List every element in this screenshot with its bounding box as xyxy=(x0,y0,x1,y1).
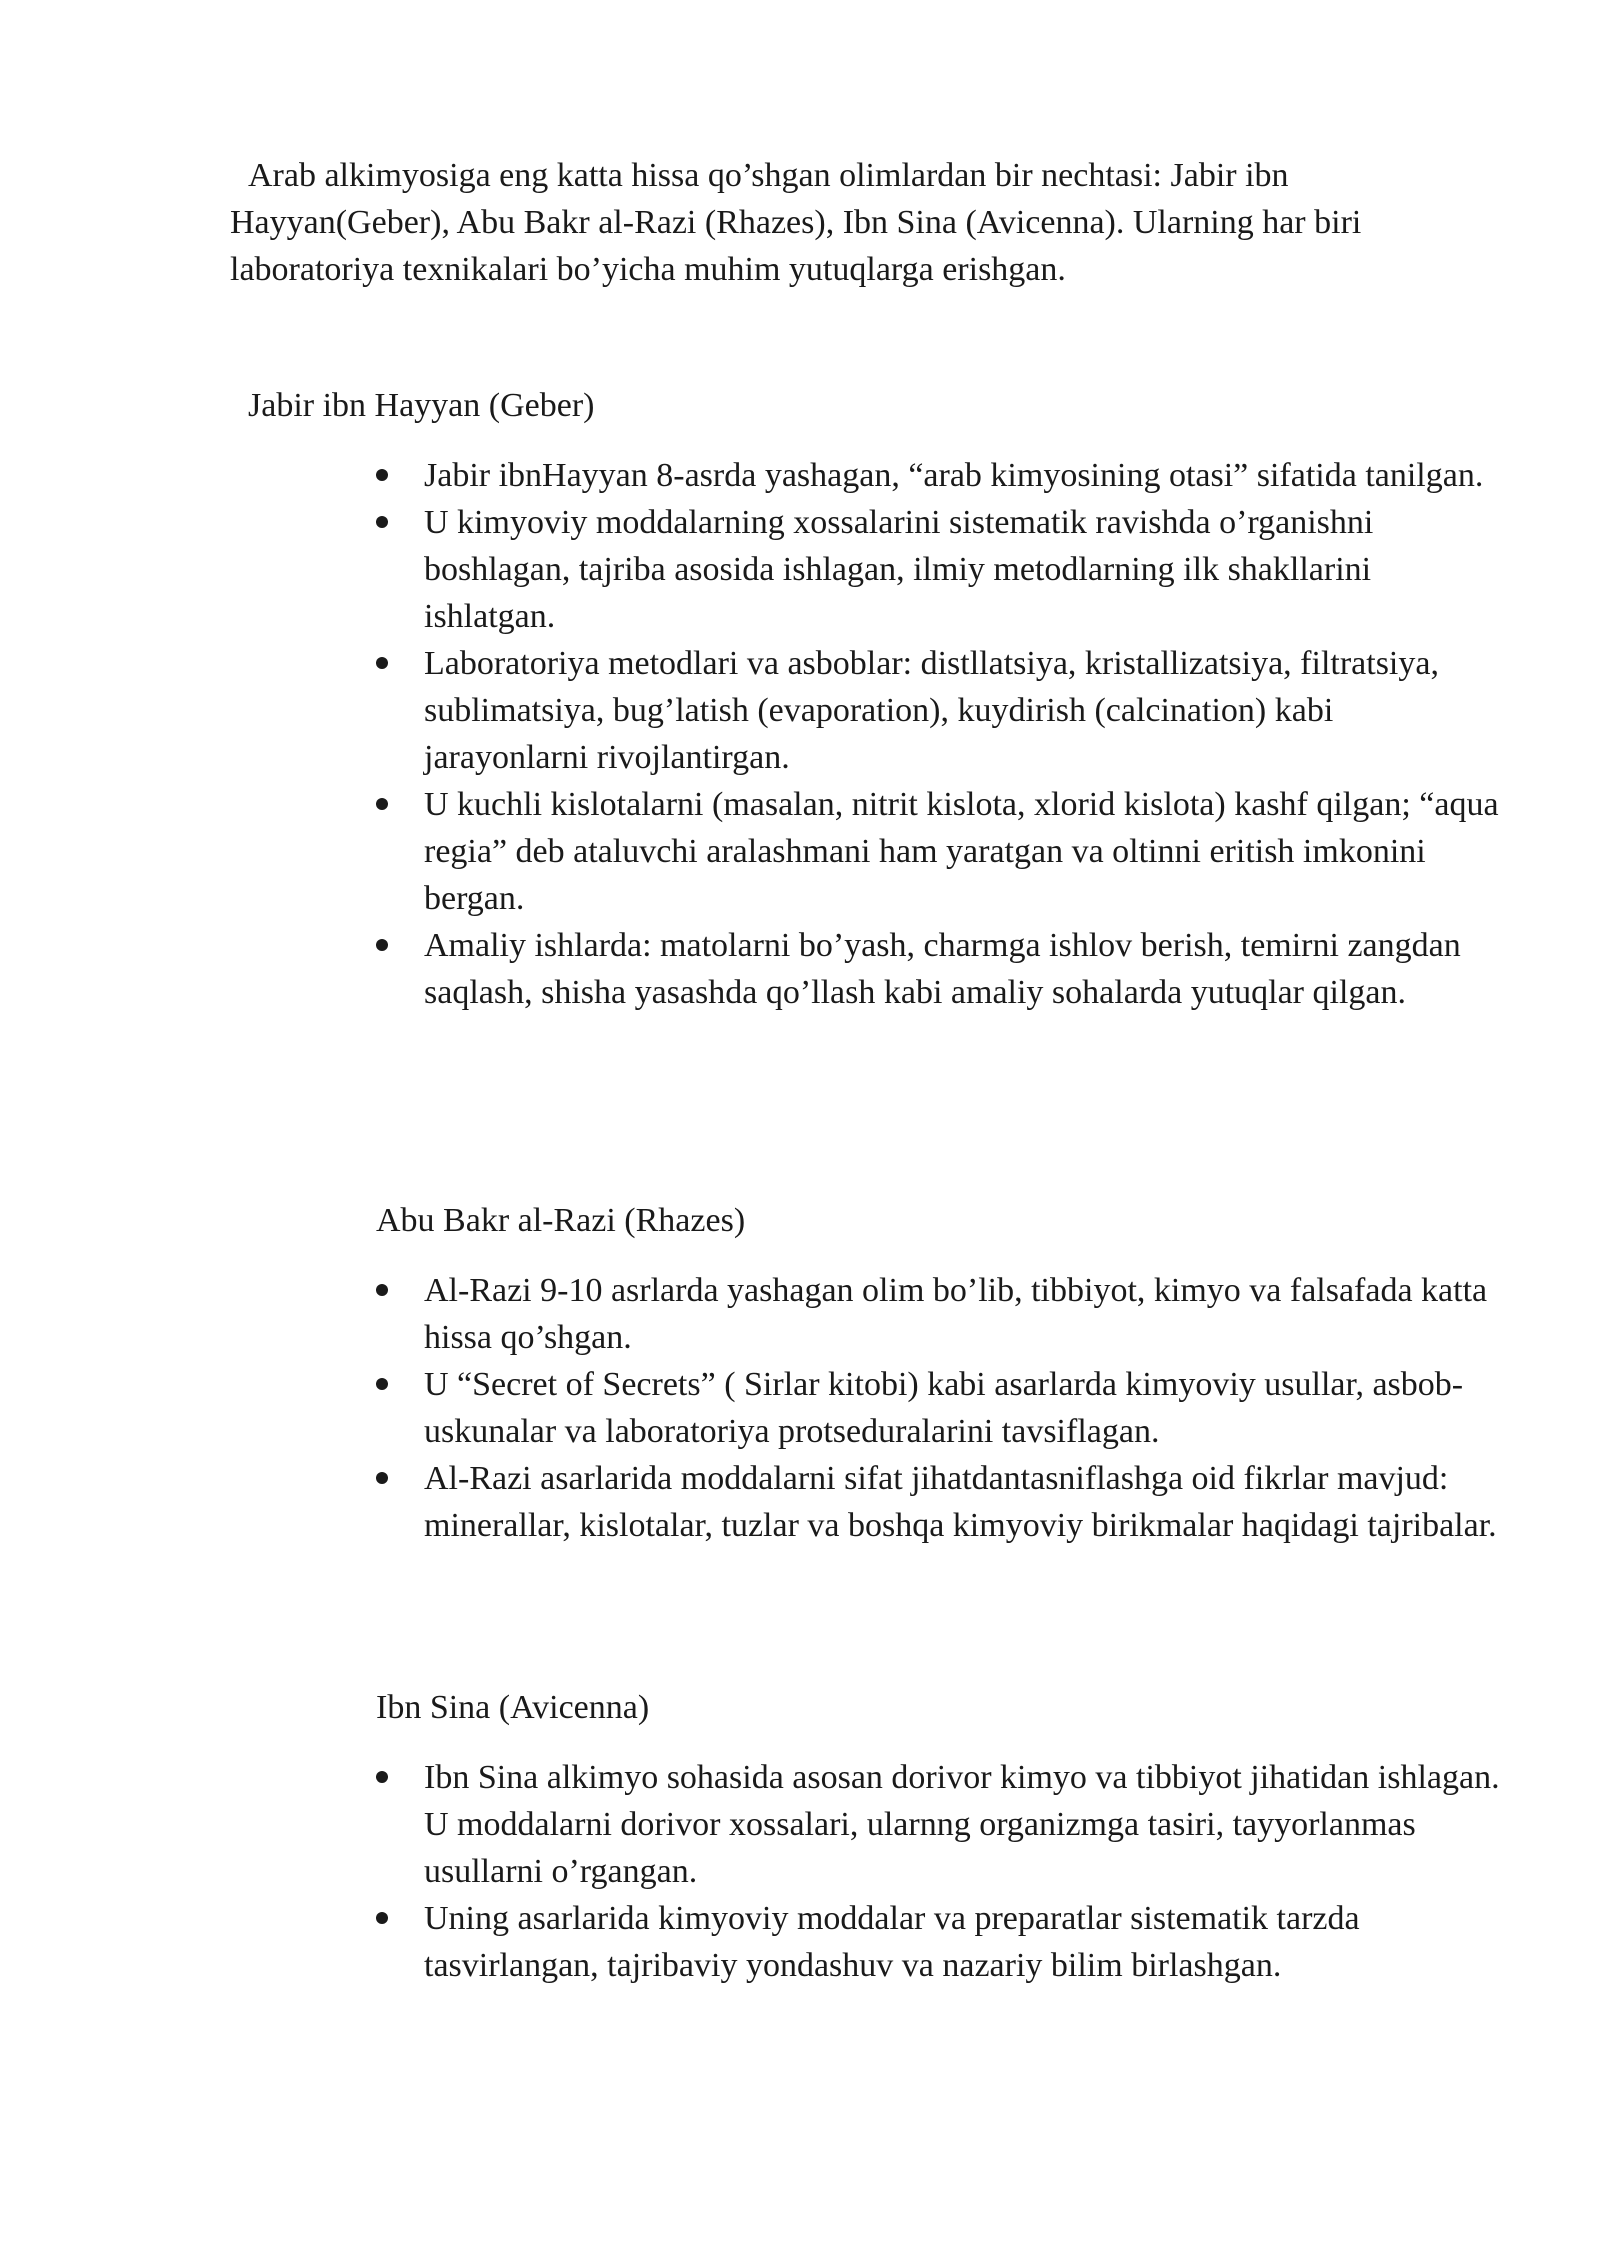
bullet-icon xyxy=(376,798,388,810)
intro-paragraph: Arab alkimyosiga eng katta hissa qo’shgan olimlardan bir nechtasi: Jabir ibn Hayyan(Geber), Abu Bakr al-Razi (Rhazes), Ibn Sina (Avicenna). Ularning har biri laboratoriya texnikalari bo’yicha muhim yutuqlarga erishgan. xyxy=(230,157,1362,288)
bullet-icon xyxy=(376,1912,388,1924)
bullet-list-sina xyxy=(376,1754,1506,1989)
bullet-icon xyxy=(376,1284,388,1296)
bullet-list-jabir xyxy=(376,452,1506,1016)
list-item-text: Al-Razi 9-10 asrlarda yashagan olim bo’lib, tibbiyot, kimyo va falsafada katta hissa qo’shgan. xyxy=(424,1272,1488,1356)
list-item-text: Uning asarlarida kimyoviy moddalar va preparatlar sistematik tarzda tasvirlangan, tajribaviy yondashuv va nazariy bilim birlashgan. xyxy=(424,1900,1360,1984)
list-item-text: Amaliy ishlarda: matolarni bo’yash, charmga ishlov berish, temirni zangdan saqlash, shisha yasashda qo’llash kabi amaliy sohalarda yutuqlar qilgan. xyxy=(424,927,1461,1011)
list-item xyxy=(376,640,1506,781)
bullet-icon xyxy=(376,657,388,669)
bullet-icon xyxy=(376,1378,388,1390)
bullet-icon xyxy=(376,939,388,951)
list-item-text: U kimyoviy moddalarning xossalarini sistematik ravishda o’rganishni boshlagan, tajriba asosida ishlagan, ilmiy metodlarning ilk shakllarini ishlatgan. xyxy=(424,504,1374,635)
list-item xyxy=(376,1455,1506,1549)
list-item-text: U kuchli kislotalarni (masalan, nitrit kislota, xlorid kislota) kashf qilgan; “aqua regia” deb ataluvchi aralashmani ham yaratgan va oltinni eritish imkonini bergan. xyxy=(424,786,1499,917)
list-item xyxy=(376,1895,1506,1989)
bullet-icon xyxy=(376,516,388,528)
section-heading-jabir: Jabir ibn Hayyan (Geber) xyxy=(248,387,595,424)
list-item xyxy=(376,1267,1506,1361)
list-item-text: Al-Razi asarlarida moddalarni sifat jihatdantasniflashga oid fikrlar mavjud: minerallar, kislotalar, tuzlar va boshqa kimyoviy birikmalar haqidagi tajribalar. xyxy=(424,1460,1497,1544)
section-heading-sina: Ibn Sina (Avicenna) xyxy=(376,1689,650,1726)
list-item-text: Jabir ibnHayyan 8-asrda yashagan, “arab kimyosining otasi” sifatida tanilgan. xyxy=(424,457,1484,494)
list-item xyxy=(376,922,1506,1016)
list-item xyxy=(376,1754,1506,1895)
bullet-list-razi xyxy=(376,1267,1506,1549)
bullet-icon xyxy=(376,1771,388,1783)
list-item xyxy=(376,1361,1506,1455)
list-item xyxy=(376,499,1506,640)
section-heading-razi: Abu Bakr al-Razi (Rhazes) xyxy=(376,1202,746,1239)
list-item-text: Laboratoriya metodlari va asboblar: distllatsiya, kristallizatsiya, filtratsiya, sublimatsiya, bug’latish (evaporation), kuydirish (calcination) kabi jarayonlarni rivojlantirgan. xyxy=(424,645,1439,776)
bullet-icon xyxy=(376,469,388,481)
list-item-text: U “Secret of Secrets” ( Sirlar kitobi) kabi asarlarda kimyoviy usullar, asbob-uskunalar va laboratoriya protseduralarini tavsiflagan. xyxy=(424,1366,1464,1450)
list-item xyxy=(376,452,1506,499)
list-item xyxy=(376,781,1506,922)
bullet-icon xyxy=(376,1472,388,1484)
list-item-text: Ibn Sina alkimyo sohasida asosan dorivor kimyo va tibbiyot jihatidan ishlagan. U moddalarni dorivor xossalari, ularnng organizmga tasiri, tayyorlanmas usullarni o’rgangan. xyxy=(424,1759,1500,1890)
